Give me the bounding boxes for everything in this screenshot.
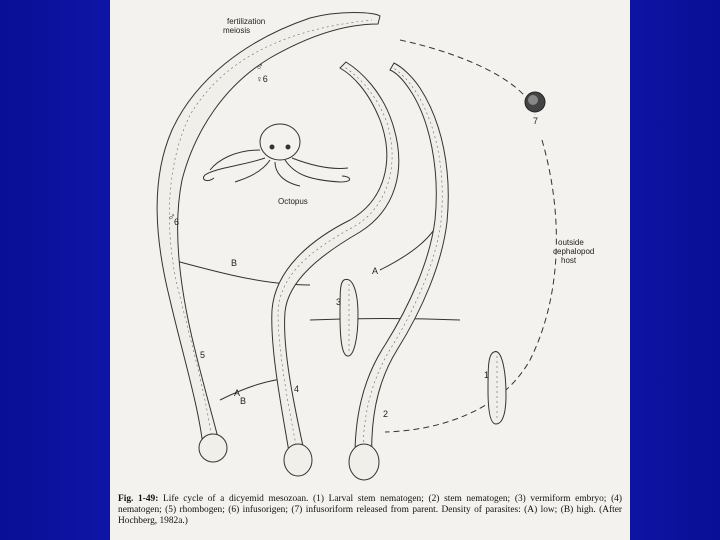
rhombogen-head	[199, 434, 227, 462]
label-density-B: B	[231, 258, 238, 268]
label-infusorigen-6-left: 6	[174, 217, 180, 227]
label-sex-male-left: ♂	[168, 212, 176, 223]
label-meiosis: meiosis	[223, 26, 251, 35]
label-stage-2: 2	[383, 409, 389, 419]
label-stage-5: 5	[200, 350, 206, 360]
label-stage-4: 4	[294, 384, 300, 394]
label-stage-1: 1	[484, 370, 490, 380]
label-density-B-lower: B	[240, 396, 247, 406]
label-infusorigen-6-upper: ♀6	[256, 74, 268, 84]
label-cephalopod: cephalopod	[553, 247, 595, 256]
label-density-A-lower: A	[234, 388, 241, 398]
textbook-page	[110, 0, 630, 540]
label-fertilization: fertilization	[227, 17, 266, 26]
nematogen-head	[284, 444, 312, 476]
figure-caption-text: Life cycle of a dicyemid mesozoan. (1) Larval stem nematogen; (2) stem nematogen; (3) vermiform embryo; (4) nematogen; (5) rhombogen; (6) infusorigen; (7) infusoriform released from parent. Density of parasites: (A) low; (B) high. (After Hochberg, 1982a.)	[118, 494, 622, 526]
label-octopus: Octopus	[278, 197, 308, 206]
label-sex-male-upper: ♂	[256, 62, 264, 73]
nematogen-worm	[272, 62, 399, 460]
label-density-A-mid: A	[372, 266, 379, 276]
life-cycle-diagram	[110, 0, 630, 540]
label-stage-3: 3	[336, 297, 342, 307]
figure-number: Fig. 1-49:	[118, 494, 159, 504]
label-host: host	[561, 256, 577, 265]
label-stage-7: 7	[533, 116, 539, 126]
stem-nematogen-head	[349, 444, 379, 480]
octopus-illustration	[203, 124, 349, 186]
density-arc-A	[310, 319, 460, 321]
infusoriform-larva-inner	[528, 95, 538, 105]
cycle-arrow-right	[385, 140, 556, 432]
label-outside: outside	[558, 238, 584, 247]
figure-caption	[118, 494, 622, 527]
stem-nematogen-worm	[355, 63, 448, 466]
